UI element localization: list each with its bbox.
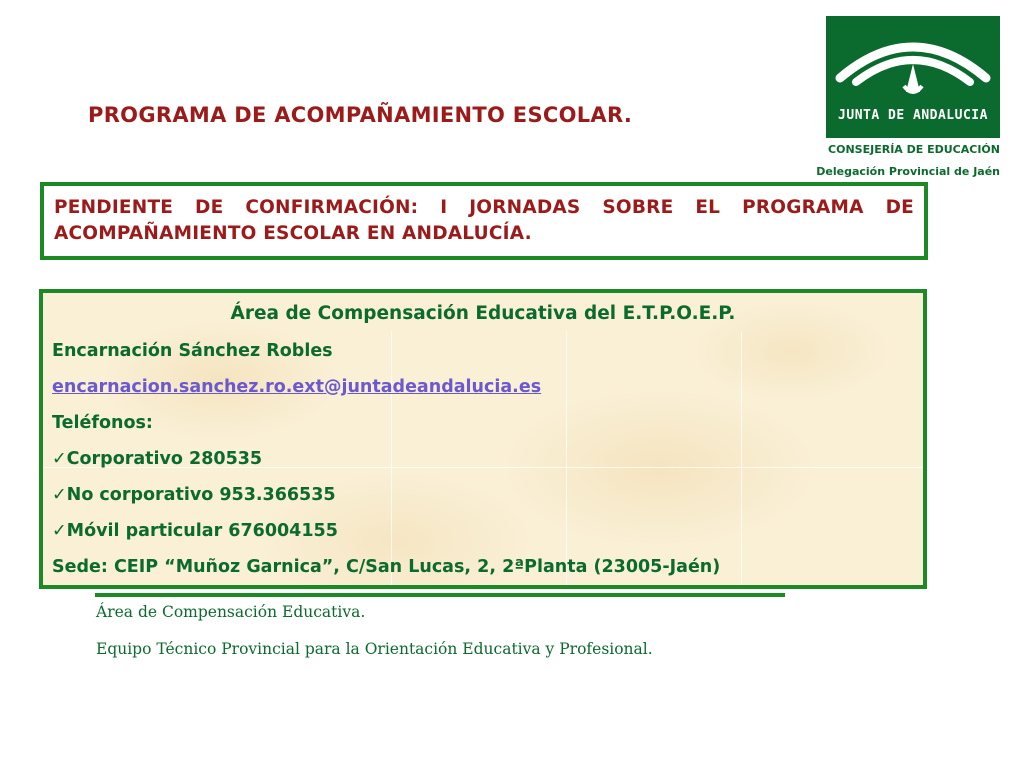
check-mark-icon: ✓ [52, 485, 67, 505]
phones-label: Teléfonos: [52, 413, 153, 433]
footer-line-1: Área de Compensación Educativa. [96, 603, 366, 621]
phone-movil-text: Móvil particular 676004155 [66, 521, 338, 541]
contact-name: Encarnación Sánchez Robles [52, 341, 333, 361]
notice-box [40, 182, 928, 260]
table-grid-line [391, 331, 392, 585]
divider [95, 593, 785, 597]
check-mark-icon: ✓ [52, 521, 67, 541]
contact-box [39, 289, 927, 589]
phone-corporativo-text: Corporativo 280535 [66, 449, 263, 469]
contact-email-link[interactable]: encarnacion.sanchez.ro.ext@juntadeandalucia.es [52, 377, 542, 397]
footer-line-2: Equipo Técnico Provincial para la Orientación Educativa y Profesional. [96, 640, 653, 658]
page-title: PROGRAMA DE ACOMPAÑAMIENTO ESCOLAR. [88, 103, 633, 127]
sede-address: Sede: CEIP “Muñoz Garnica”, C/San Lucas, 2, 2ªPlanta (23005-Jaén) [52, 557, 721, 577]
check-mark-icon: ✓ [52, 449, 67, 469]
notice-text: PENDIENTE DE CONFIRMACIÓN: I JORNADAS SOBRE EL PROGRAMA DE ACOMPAÑAMIENTO ESCOLAR EN ANDALUCÍA. [54, 197, 914, 244]
phone-no-corporativo-text: No corporativo 953.366535 [66, 485, 336, 505]
phone-corporativo [52, 449, 262, 469]
phone-movil [52, 521, 338, 541]
delegacion-label: Delegación Provincial de Jaén [816, 165, 1000, 178]
junta-de-andalucia-logo [826, 16, 1000, 138]
table-grid-line [741, 331, 742, 585]
table-grid-line [566, 331, 567, 585]
contact-heading: Área de Compensación Educativa del E.T.P.O.E.P. [230, 303, 736, 324]
phone-no-corporativo [52, 485, 336, 505]
logo-text: JUNTA DE ANDALUCIA [838, 108, 988, 123]
consejeria-label: CONSEJERÍA DE EDUCACIÓN [828, 143, 1000, 156]
